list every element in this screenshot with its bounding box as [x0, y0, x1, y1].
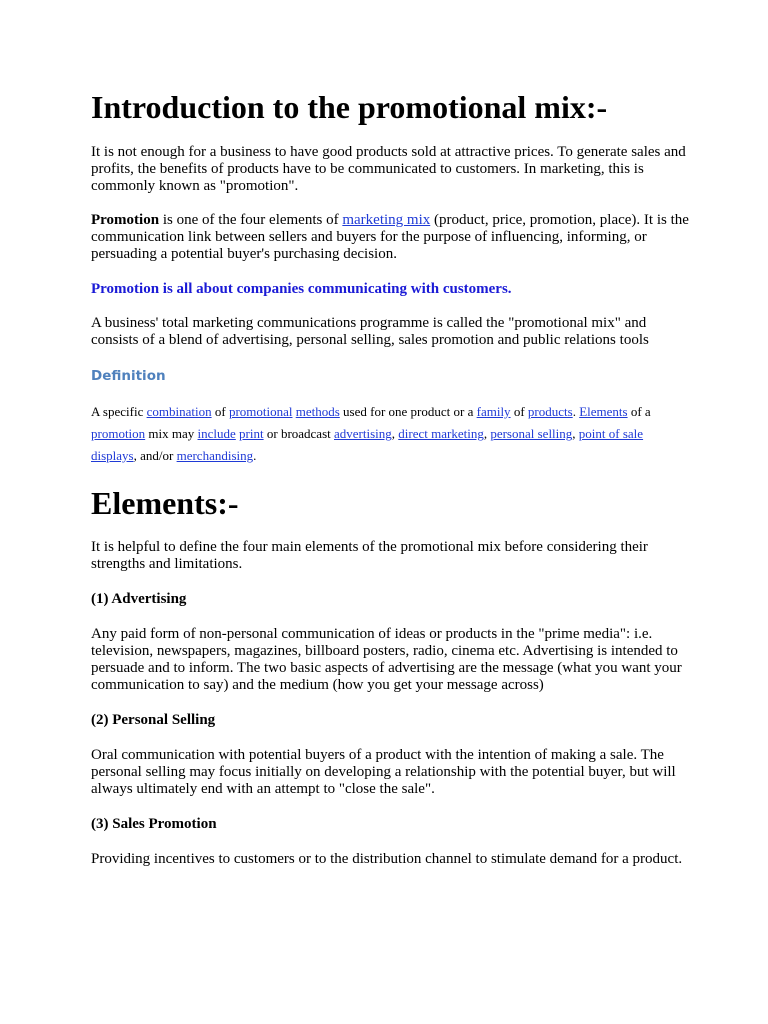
- link-print[interactable]: print: [239, 426, 264, 441]
- definition-heading: Definition: [91, 368, 166, 384]
- intro-paragraph: It is not enough for a business to have good products sold at attractive prices. To generate sales and profits, the benefits of products have to be communicated to customers. In marketing, this is commonly known as "promotion".: [91, 144, 686, 194]
- link-family[interactable]: family: [476, 404, 511, 419]
- promotional-mix-paragraph: A business' total marketing communications programme is called the "promotional mix" and consists of a blend of advertising, personal selling, sales promotion and public relations tools: [91, 315, 649, 348]
- promotion-term: Promotion: [91, 212, 160, 228]
- elements-intro: It is helpful to define the four main elements of the promotional mix before considering their strengths and limitations.: [91, 539, 648, 572]
- link-methods[interactable]: methods: [295, 404, 340, 419]
- section-text-personal-selling: Oral communication with potential buyers of a product with the intention of making a sale. The personal selling may focus initially on developing a relationship with the potential buyer, but will always ultimately end with an attempt to "close the sale".: [91, 747, 676, 797]
- link-products[interactable]: products: [527, 404, 573, 419]
- link-promotion[interactable]: promotion: [91, 426, 146, 441]
- promotion-paragraph: Promotion is one of the four elements of marketing mix (product, price, promotion, place). It is the communication link between sellers and buyers for the purpose of influencing, informing, or persuading a potential buyer's purchasing decision.: [91, 212, 689, 262]
- link-promotional[interactable]: promotional: [228, 404, 293, 419]
- definition-paragraph: A specific combination of promotional methods used for one product or a family of products. Elements of a promotion mix may include print or broadcast advertising, direct marketing, personal selling, point of sale displays, and/or merchandising.: [91, 404, 651, 463]
- section-heading-sales-promotion: (3) Sales Promotion: [91, 816, 217, 832]
- link-merchandising[interactable]: merchandising: [176, 448, 254, 463]
- section-heading-advertising: (1) Advertising: [91, 591, 187, 607]
- elements-title: Elements:-: [91, 485, 239, 521]
- link-advertising[interactable]: advertising: [334, 426, 392, 441]
- page-title: Introduction to the promotional mix:-: [91, 89, 608, 125]
- section-text-sales-promotion: Providing incentives to customers or to the distribution channel to stimulate demand for a product.: [91, 851, 683, 867]
- section-heading-personal-selling: (2) Personal Selling: [91, 712, 216, 728]
- link-direct-marketing[interactable]: direct marketing: [398, 426, 484, 441]
- link-combination[interactable]: combination: [146, 404, 212, 419]
- link-marketing-mix[interactable]: marketing mix: [342, 212, 431, 228]
- section-text-advertising: Any paid form of non-personal communication of ideas or products in the "prime media": i.e. television, newspapers, magazines, billboard posters, radio, cinema etc. Advertising is intended to persuade and to inform. The two basic aspects of advertising are the message (what you want your communication to say) and the medium (how you get your message across): [91, 626, 682, 693]
- link-elements[interactable]: Elements: [579, 404, 628, 419]
- link-include[interactable]: include: [197, 426, 236, 441]
- link-point-of-sale-displays[interactable]: point of sale displays: [91, 426, 644, 463]
- document-body: [91, 88, 691, 868]
- highlight-statement: Promotion is all about companies communicating with customers.: [91, 281, 512, 297]
- link-personal-selling[interactable]: personal selling: [490, 426, 573, 441]
